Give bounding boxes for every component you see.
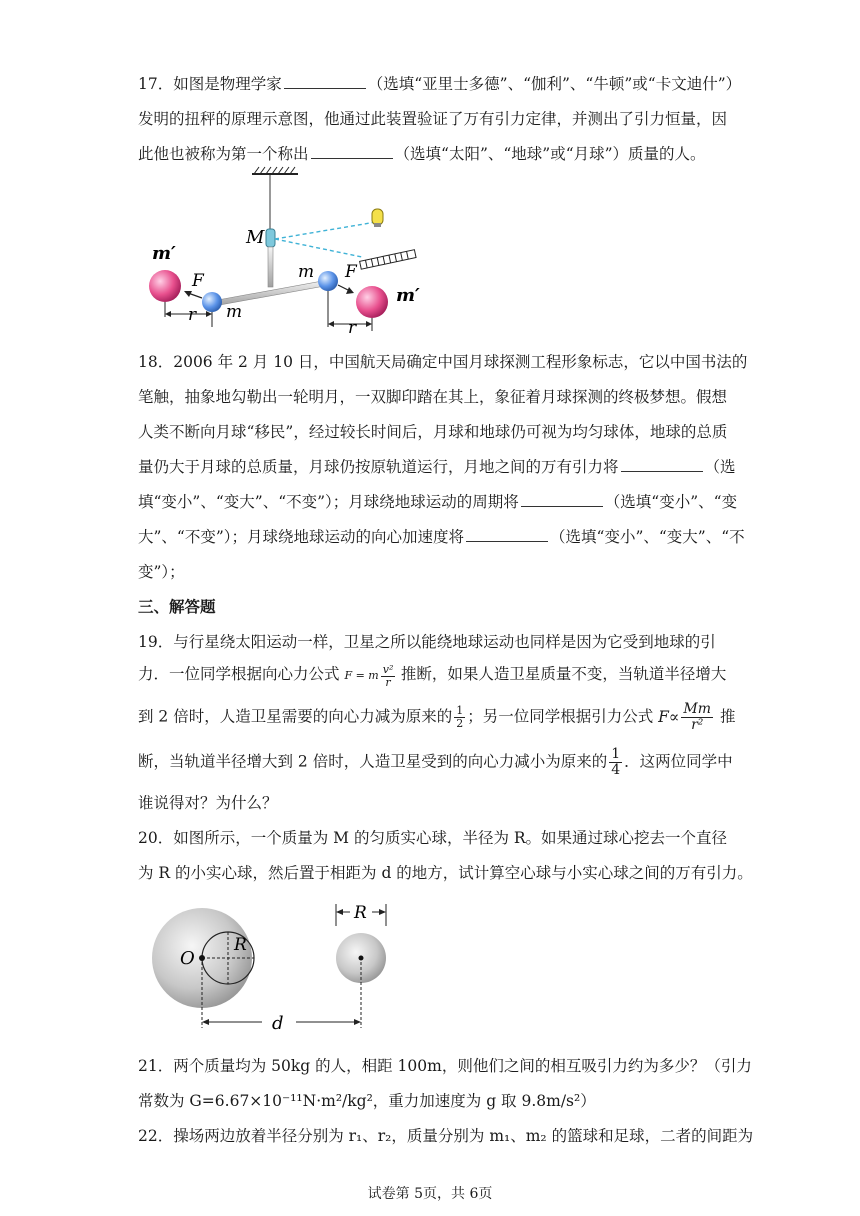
q19-text: ．这两位同学中 — [624, 752, 733, 771]
answer-blank[interactable] — [621, 459, 703, 472]
q19-text: 断，当轨道半径增大到 2 倍时，人造卫星受到的向心力减小为原来的 — [138, 752, 608, 771]
q20-line2 — [138, 861, 753, 883]
formula-fraction — [381, 664, 396, 689]
q21-line2 — [138, 1089, 596, 1111]
q18-line2 — [138, 385, 727, 407]
answer-blank[interactable] — [521, 494, 603, 507]
q21-text: 21．两个质量均为 50kg 的人，相距 100m，则他们之间的相互吸引力约为多少？（引力 — [138, 1057, 752, 1075]
q17-text: 17．如图是物理学家 — [138, 75, 282, 93]
q18-text: 人类不断向月球“移民”，经过较长时间后，月球和地球仍可视为均匀球体，地球的总质 — [138, 423, 728, 441]
q19-line5 — [138, 791, 278, 813]
label-F: F — [192, 271, 204, 291]
label-F: F — [345, 262, 357, 282]
fraction-numerator: 1 — [611, 746, 621, 762]
q18-text: 大”、“不变”）；月球绕地球运动的向心加速度将 — [138, 528, 465, 546]
answer-blank[interactable] — [311, 146, 393, 159]
q19-line4 — [138, 747, 733, 778]
q18-text: 笔触，抽象地勾勒出一轮明月，一双脚印踏在其上，象征着月球探测的终极梦想。假想 — [138, 388, 728, 406]
q17-text: 发明的扭秤的原理示意图，他通过此装置验证了万有引力定律，并测出了引力恒量，因 — [138, 110, 728, 128]
answer-blank[interactable] — [284, 76, 366, 89]
q19-text: 推断，如果人造卫星质量不变，当轨道半径增大 — [400, 665, 727, 683]
fraction-numerator: v² — [382, 662, 394, 676]
q22-text: 22．操场两边放着半径分别为 r₁、r₂，质量分别为 m₁、m₂ 的篮球和足球，二者的间距为 — [138, 1127, 754, 1145]
q17-text: （选填“太阳”、“地球”或“月球”）质量的人。 — [394, 145, 706, 163]
label-M: M — [246, 227, 265, 248]
q18-text: （选填“变小”、“变 — [604, 493, 738, 511]
label-m: m — [226, 302, 243, 322]
q19-text: 19．与行星绕太阳运动一样，卫星之所以能绕地球运动也同样是因为它受到地球的引 — [138, 633, 716, 651]
fraction-denominator: r — [385, 675, 391, 689]
label-O: O — [180, 948, 195, 969]
torsion-balance-figure — [140, 165, 430, 335]
q18-text: 量仍大于月球的总质量，月球仍按原轨道运行，月地之间的万有引力将 — [138, 458, 619, 476]
q20-text: 为 R 的小实心球，然后置于相距为 d 的地方，试计算空心球与小实心球之间的万有引力。 — [138, 864, 753, 882]
formula-lhs: F∝ — [658, 707, 680, 726]
hollow-sphere-figure — [150, 896, 400, 1036]
q20-line1 — [138, 826, 727, 848]
label-R: R — [234, 935, 247, 955]
label-r: r — [188, 305, 197, 325]
fraction-numerator: 1 — [456, 704, 464, 717]
formula-centripetal — [344, 662, 400, 689]
q21-text: 常数为 G=6.67×10⁻¹¹N·m²/kg²，重力加速度为 g 取 9.8m/s²） — [138, 1092, 596, 1110]
fraction-numerator: Mm — [683, 701, 712, 717]
label-m-prime: m′ — [152, 243, 176, 264]
q20-text: 20．如图所示，一个质量为 M 的匀质实心球，半径为 R。如果通过球心挖去一个直径 — [138, 829, 728, 847]
label-r: r — [348, 318, 357, 335]
q18-text: 填“变小”、“变大”、“不变”）；月球绕地球运动的周期将 — [138, 493, 519, 511]
q18-line4 — [138, 455, 736, 477]
q19-line2 — [138, 662, 726, 689]
q19-line1 — [138, 630, 716, 652]
q17-text: （选填“亚里士多德”、“伽利”、“牛顿”或“卡文迪什”） — [367, 75, 742, 93]
label-m-prime: m′ — [396, 285, 420, 306]
q18-text: （选 — [704, 458, 736, 476]
q22-line1 — [138, 1124, 753, 1146]
q18-text: （选填“变小”、“变大”、“不 — [550, 528, 745, 546]
q18-line6 — [138, 525, 745, 547]
q18-line3 — [138, 420, 727, 442]
fraction-denominator: 4 — [611, 762, 621, 778]
label-R: R — [354, 903, 367, 923]
q19-text: 谁说得对？为什么？ — [138, 794, 278, 812]
answer-blank[interactable] — [466, 529, 548, 542]
label-d: d — [272, 1013, 284, 1034]
q19-text: 到 2 倍时，人造卫星需要的向心力减为原来的 — [138, 707, 453, 726]
q18-line7 — [138, 560, 185, 582]
q18-line1 — [138, 350, 747, 372]
q18-line5 — [138, 490, 737, 512]
q21-line1 — [138, 1054, 752, 1076]
fraction-denominator: 2 — [456, 717, 464, 730]
fraction-one-quarter — [609, 747, 622, 778]
q19-line3 — [138, 702, 736, 733]
formula-fraction — [681, 702, 713, 733]
page-footer: 试卷第 5页，共 6页 — [367, 1186, 493, 1202]
formula-lhs: F = m — [344, 669, 379, 682]
q17-line2 — [138, 107, 727, 129]
q19-text: 推 — [719, 707, 736, 726]
q19-text: ；另一位同学根据引力公式 — [467, 707, 654, 726]
label-m: m — [298, 262, 315, 282]
fraction-one-half — [454, 705, 465, 730]
q17-line3 — [138, 142, 706, 164]
section-heading: 三、解答题 — [138, 597, 216, 616]
fraction-denominator: r² — [691, 717, 704, 733]
q17-text: 此他也被称为第一个称出 — [138, 145, 309, 163]
q18-text: 变”）； — [138, 563, 185, 581]
formula-gravitation — [658, 701, 720, 733]
q17-line1 — [138, 72, 741, 94]
q19-text: 力．一位同学根据向心力公式 — [138, 665, 340, 683]
q18-text: 18．2006 年 2 月 10 日，中国航天局确定中国月球探测工程形象标志，它以中国书法的 — [138, 353, 748, 371]
